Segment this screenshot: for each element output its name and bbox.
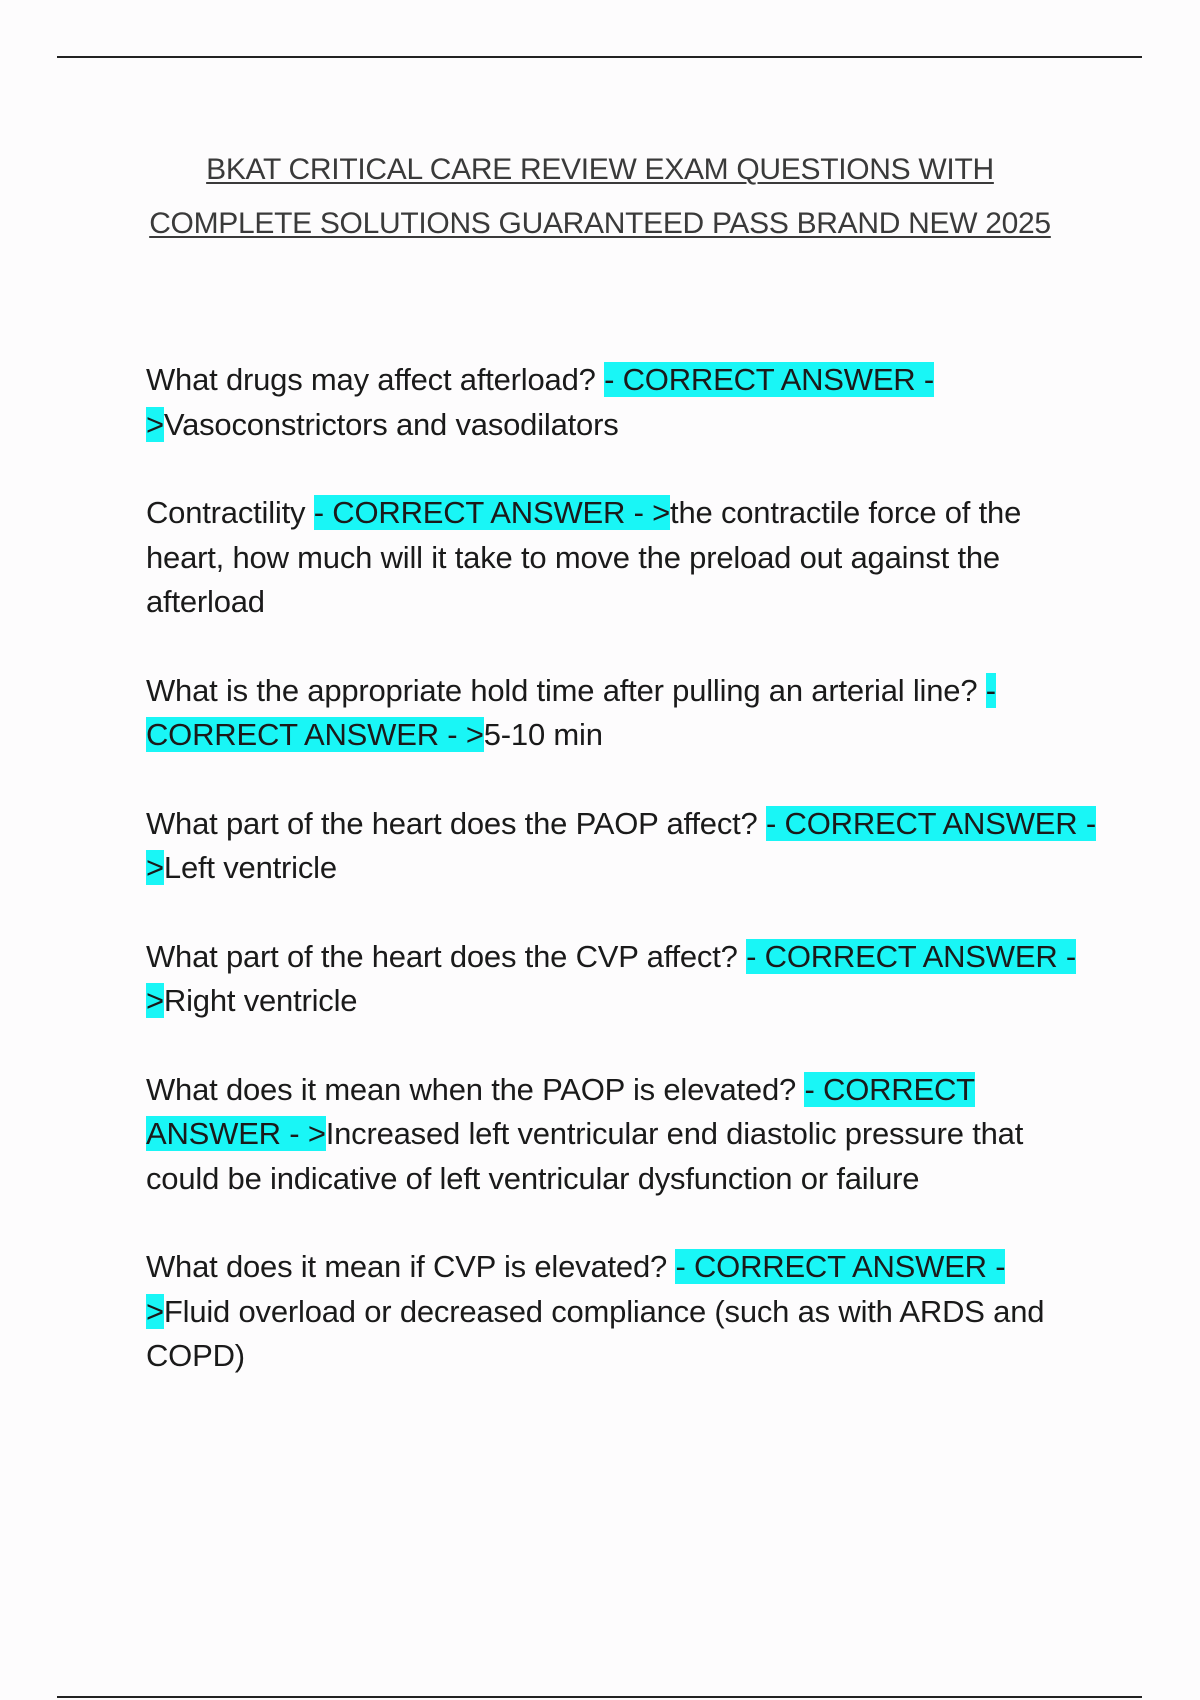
question-text: What does it mean if CVP is elevated? — [146, 1249, 676, 1284]
qa-list — [146, 358, 1096, 1423]
answer-marker: - CORRECT ANSWER - > — [313, 495, 671, 530]
answer-text: Increased left ventricular end diastolic pressure that could be indicative of left ventricular dysfunction or failure — [146, 1116, 1024, 1196]
title-line-2: COMPLETE SOLUTIONS GUARANTEED PASS BRAND NEW 2025 — [149, 207, 1051, 240]
question-text: What is the appropriate hold time after pulling an arterial line? — [146, 672, 986, 708]
qa-item — [146, 491, 1096, 625]
qa-item — [146, 1245, 1096, 1379]
question-text: What part of the heart does the PAOP affect? — [146, 805, 766, 841]
answer-text: the contractile force of the heart, how much will it take to move the preload out against the afterload — [146, 495, 1022, 619]
answer-marker: - CORRECT ANSWER - > — [146, 805, 1096, 885]
answer-text: Right ventricle — [163, 983, 358, 1018]
qa-item — [146, 935, 1096, 1024]
answer-marker: - CORRECT ANSWER - > — [146, 938, 1077, 1018]
answer-marker: - CORRECT ANSWER - > — [146, 362, 935, 442]
qa-item — [146, 1068, 1096, 1202]
footer-rule — [57, 1696, 1142, 1698]
answer-marker: - CORRECT ANSWER - > — [146, 672, 996, 752]
question-text: Contractility — [146, 495, 314, 530]
answer-text: 5-10 min — [483, 717, 603, 752]
qa-item — [146, 802, 1096, 891]
question-text: What part of the heart does the CVP affect? — [146, 938, 747, 974]
question-text: What drugs may affect afterload? — [146, 362, 605, 397]
answer-text: Fluid overload or decreased compliance (such as with ARDS and COPD) — [146, 1293, 1045, 1373]
answer-text: Vasoconstrictors and vasodilators — [163, 406, 619, 442]
header-rule — [57, 56, 1142, 58]
title-line-1: BKAT CRITICAL CARE REVIEW EXAM QUESTIONS WITH — [206, 153, 994, 186]
answer-marker: - CORRECT ANSWER - > — [146, 1071, 975, 1151]
answer-text: Left ventricle — [163, 850, 337, 885]
document-title — [100, 143, 1100, 251]
qa-item — [146, 669, 1096, 758]
qa-item — [146, 358, 1096, 447]
answer-marker: - CORRECT ANSWER - > — [146, 1249, 1006, 1329]
question-text: What does it mean when the PAOP is elevated? — [146, 1071, 805, 1107]
